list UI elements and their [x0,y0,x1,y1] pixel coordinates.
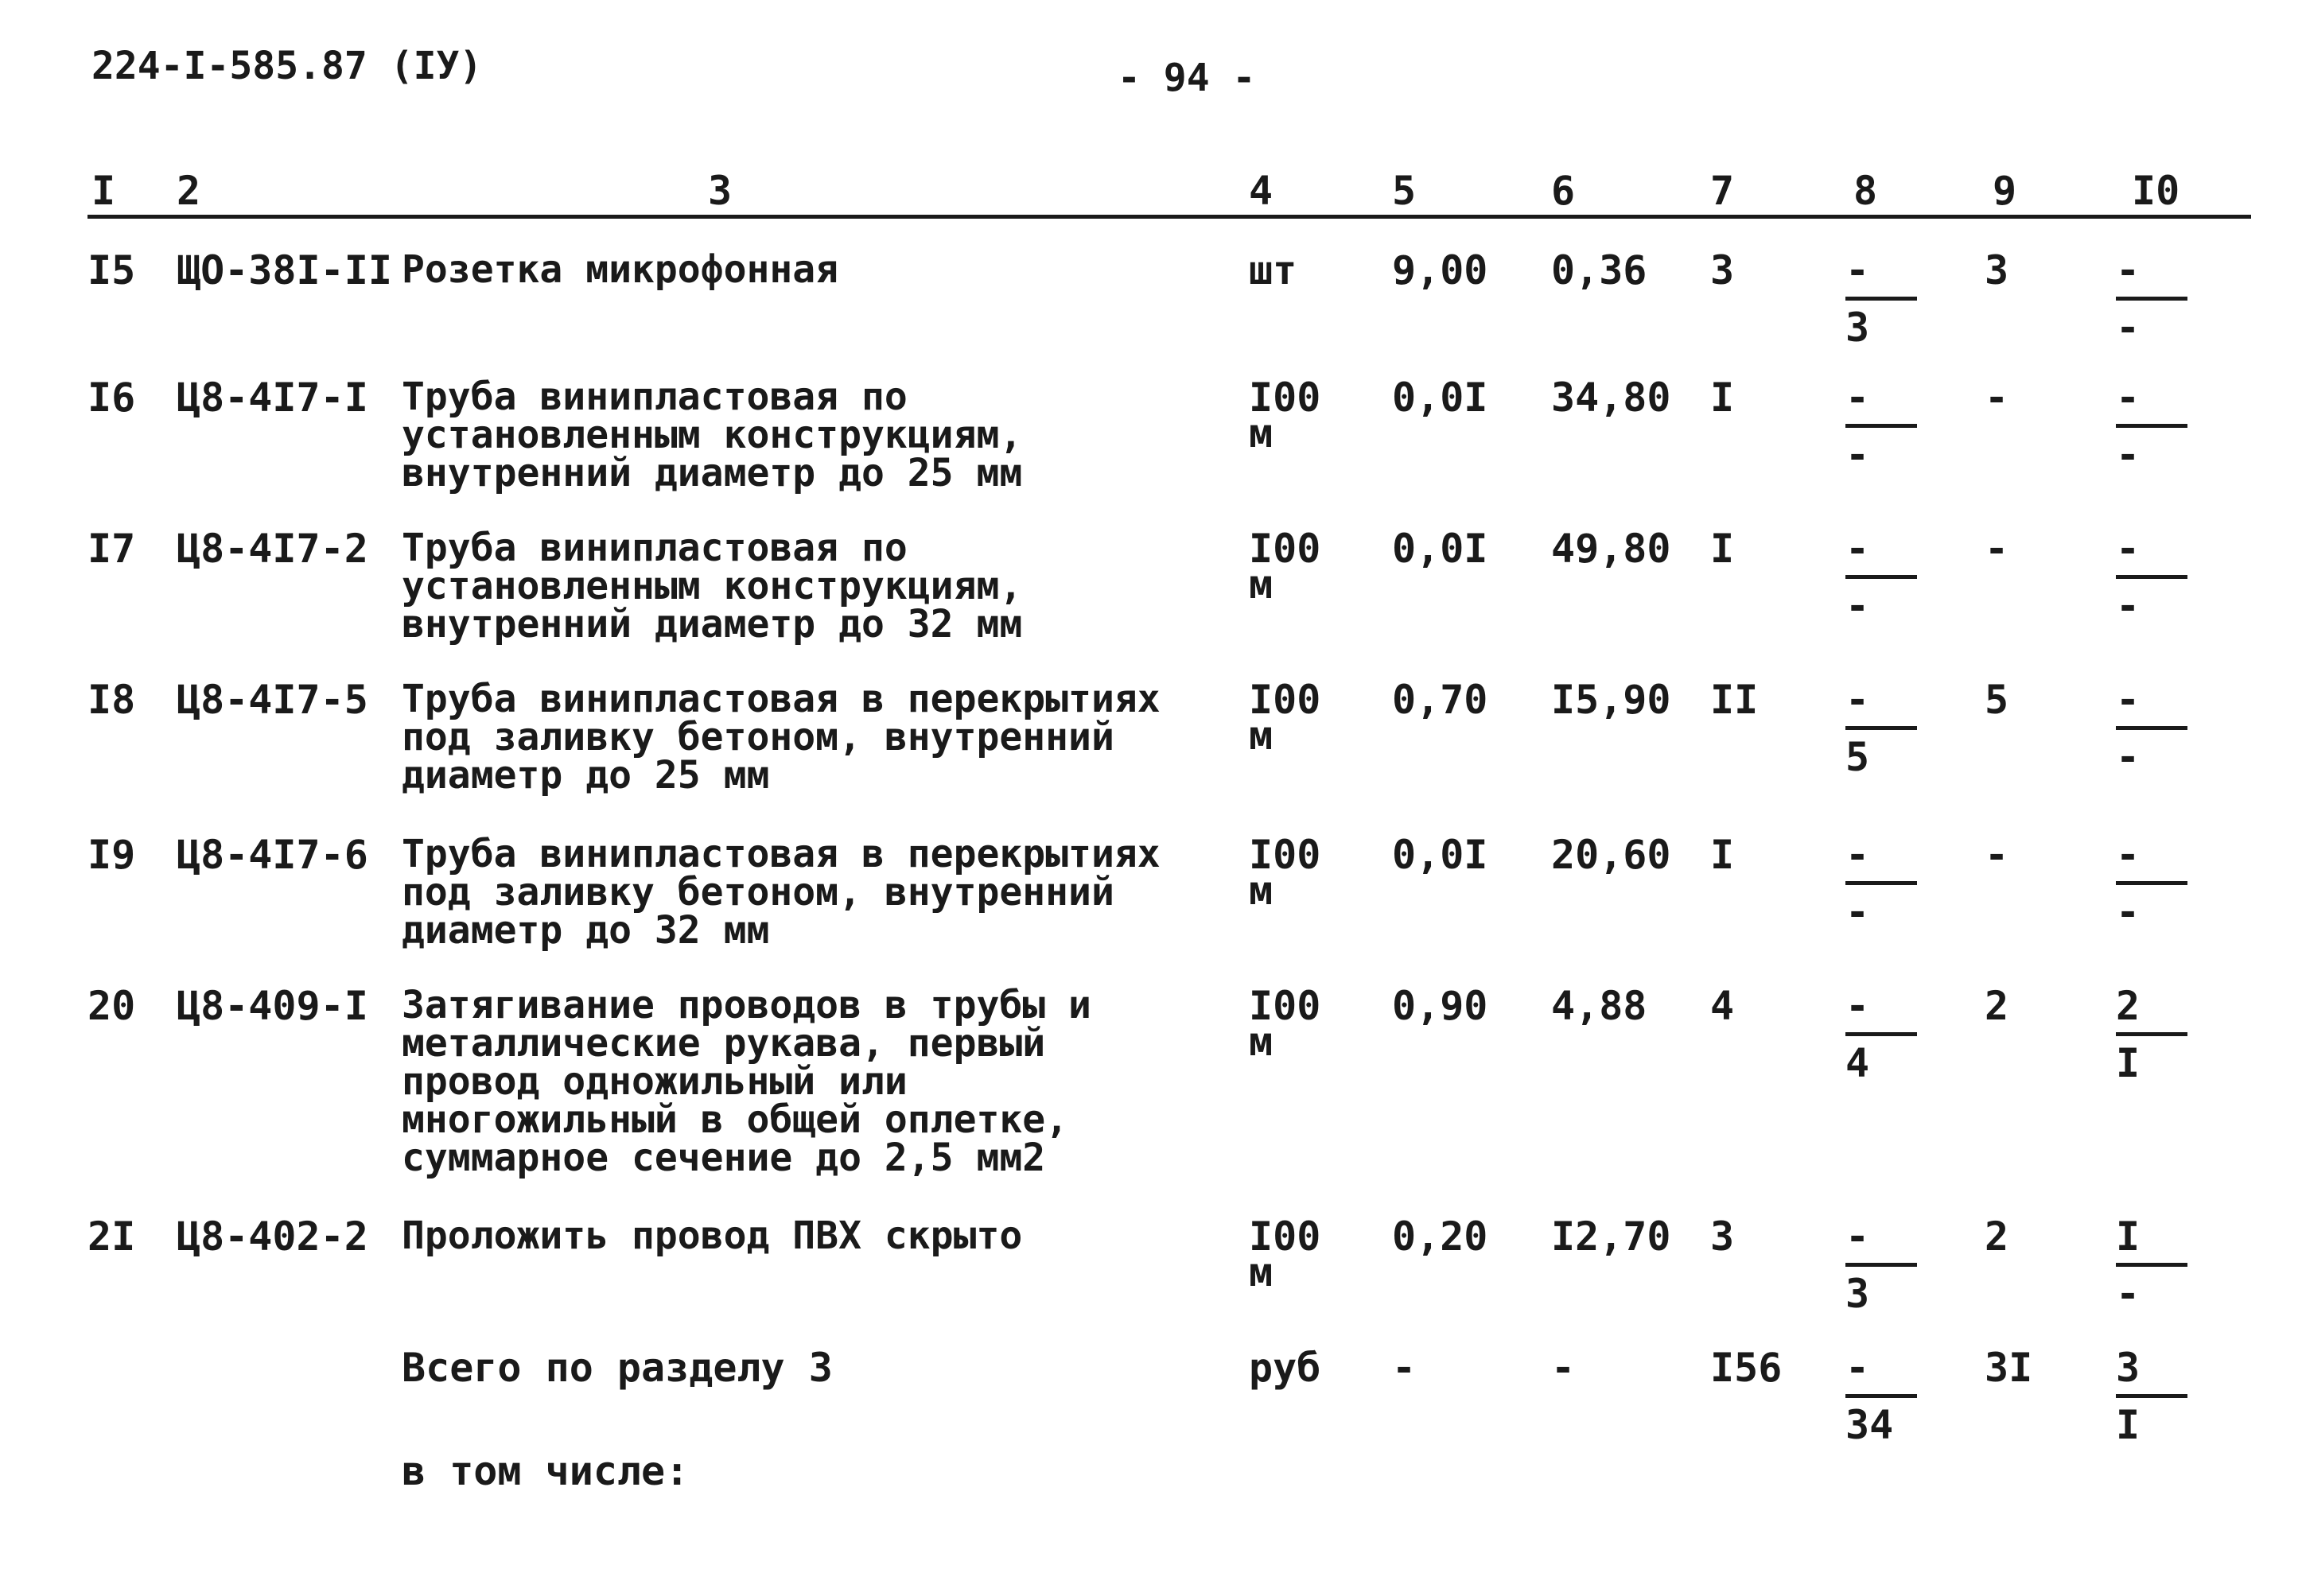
row-col10-fraction-numerator: 2 [2116,983,2141,1029]
row-col10-fraction-denominator: - [2116,305,2141,351]
row-col8-fraction-numerator: - [1845,832,1870,878]
total-col8-fraction-bar [1845,1394,1917,1398]
row-col10-fraction [2116,526,2187,629]
row-col9: - [1985,526,2009,572]
row-col8-fraction-denominator: - [1845,583,1870,629]
row-unit: I00 [1249,832,1321,878]
row-col5: 0,0I [1392,375,1488,421]
row-col8-fraction [1845,247,1917,351]
column-header-3: 3 [708,168,733,214]
row-code: Ц8-4I7-6 [177,832,368,878]
row-col6: 34,80 [1551,375,1671,421]
row-col6: 0,36 [1551,247,1647,293]
row-col7: 4 [1710,983,1735,1029]
row-code: Ц8-4I7-5 [177,677,368,723]
total-col8-fraction-numerator: - [1845,1345,1870,1391]
row-col8-fraction-numerator: - [1845,983,1870,1029]
row-description: Проложить провод ПВХ скрыто [402,1214,1023,1258]
row-col10-fraction [2116,832,2187,935]
row-col7: 3 [1710,1214,1735,1260]
column-header-8: 8 [1853,168,1878,214]
row-col10-fraction-bar [2116,297,2187,301]
row-col8-fraction-numerator: - [1845,247,1870,293]
row-code: Ц8-4I7-2 [177,526,368,572]
row-col6: I2,70 [1551,1214,1671,1260]
row-col5: 9,00 [1392,247,1488,293]
row-col10-fraction [2116,677,2187,780]
row-number: 20 [87,983,136,1029]
row-number: I5 [87,247,136,293]
row-col7: I [1710,375,1735,421]
total-label: Всего по разделу 3 [402,1345,833,1391]
row-col7: I [1710,526,1735,572]
row-description: Розетка микрофонная [402,247,839,292]
total-col9: 3I [1985,1345,2033,1391]
row-col8-fraction-bar [1845,881,1917,885]
row-col8-fraction-denominator: 3 [1845,305,1870,351]
row-unit: м [1249,561,1273,608]
page-number: - 94 - [1118,56,1256,100]
row-col8-fraction-denominator: 4 [1845,1040,1870,1086]
total-col8-fraction [1845,1345,1917,1448]
column-header-2: 2 [177,168,201,214]
row-col5: 0,70 [1392,677,1488,723]
column-header-10: I0 [2132,168,2180,214]
row-col8-fraction-denominator: - [1845,889,1870,935]
row-unit: м [1249,1249,1273,1295]
row-col10-fraction-bar [2116,1263,2187,1267]
row-col8-fraction [1845,526,1917,629]
row-col8-fraction-bar [1845,1032,1917,1036]
row-col9: - [1985,832,2009,878]
row-col6: I5,90 [1551,677,1671,723]
row-code: Ц8-4I7-I [177,375,368,421]
row-col10-fraction-numerator: - [2116,677,2141,723]
row-col5: 0,0I [1392,832,1488,878]
row-number: I9 [87,832,136,878]
column-header-1: I [91,168,116,214]
column-header-7: 7 [1710,168,1735,214]
row-col8-fraction-numerator: - [1845,375,1870,421]
row-number: 2I [87,1214,136,1260]
row-col8-fraction-numerator: - [1845,526,1870,572]
row-col10-fraction-bar [2116,726,2187,730]
row-col10-fraction-numerator: - [2116,526,2141,572]
row-col8-fraction-bar [1845,424,1917,428]
total-col7: I56 [1710,1345,1783,1391]
row-col10-fraction-bar [2116,424,2187,428]
row-code: Ц8-409-I [177,983,368,1029]
row-col10-fraction-numerator: - [2116,247,2141,293]
row-col7: I [1710,832,1735,878]
total-col10-fraction-numerator: 3 [2116,1345,2141,1391]
column-header-5: 5 [1392,168,1417,214]
total-col8-fraction-denominator: 34 [1845,1402,1894,1448]
row-col10-fraction-numerator: I [2116,1214,2141,1260]
total-unit: руб [1249,1345,1321,1391]
row-col10-fraction-bar [2116,881,2187,885]
row-col8-fraction-denominator: 5 [1845,734,1870,780]
row-description: Труба винипластовая в перекрытиях под заливку бетоном, внутренний диаметр до 25 мм [402,677,1161,798]
row-col10-fraction-bar [2116,575,2187,579]
row-unit: м [1249,410,1273,456]
row-col9: 3 [1985,247,2009,293]
row-col10-fraction [2116,375,2187,478]
row-col7: II [1710,677,1759,723]
row-col10-fraction-numerator: - [2116,375,2141,421]
row-col10-fraction-bar [2116,1032,2187,1036]
row-unit: м [1249,713,1273,759]
row-col5: 0,20 [1392,1214,1488,1260]
row-col8-fraction [1845,677,1917,780]
row-col8-fraction-numerator: - [1845,677,1870,723]
row-col8-fraction-bar [1845,1263,1917,1267]
row-col10-fraction [2116,247,2187,351]
row-col10-fraction-denominator: - [2116,432,2141,478]
row-col10-fraction-denominator: - [2116,734,2141,780]
including-label: в том числе: [402,1448,690,1494]
row-unit: шт [1249,247,1297,293]
row-col10-fraction [2116,983,2187,1086]
row-unit: I00 [1249,677,1321,723]
total-col10-fraction-bar [2116,1394,2187,1398]
row-col7: 3 [1710,247,1735,293]
row-col5: 0,90 [1392,983,1488,1029]
row-col9: 5 [1985,677,2009,723]
document-code: 224-I-585.87 (IУ) [91,44,483,88]
row-col8-fraction-bar [1845,297,1917,301]
row-code: Ц8-402-2 [177,1214,368,1260]
column-header-9: 9 [1993,168,2017,214]
row-col8-fraction [1845,983,1917,1086]
row-col6: 49,80 [1551,526,1671,572]
row-unit: I00 [1249,375,1321,421]
row-unit: I00 [1249,983,1321,1029]
row-col8-fraction-denominator: - [1845,432,1870,478]
column-header-4: 4 [1249,168,1273,214]
row-description: Труба винипластовая по установленным конструкциям, внутренний диаметр до 32 мм [402,526,1023,647]
total-col10-fraction [2116,1345,2187,1448]
row-col10-fraction-numerator: - [2116,832,2141,878]
column-header-6: 6 [1551,168,1576,214]
row-number: I7 [87,526,136,572]
row-number: I8 [87,677,136,723]
row-col9: 2 [1985,983,2009,1029]
row-col8-fraction-bar [1845,726,1917,730]
row-col8-fraction-bar [1845,575,1917,579]
row-col10-fraction [2116,1214,2187,1317]
row-col9: 2 [1985,1214,2009,1260]
total-col5: - [1392,1345,1417,1391]
row-col10-fraction-denominator: I [2116,1040,2141,1086]
row-unit: I00 [1249,526,1321,572]
row-unit: м [1249,868,1273,914]
row-col8-fraction-numerator: - [1845,1214,1870,1260]
row-code: ЩО-38I-II [177,247,392,293]
row-col8-fraction [1845,832,1917,935]
row-col6: 20,60 [1551,832,1671,878]
row-col8-fraction [1845,375,1917,478]
row-unit: м [1249,1019,1273,1065]
row-col8-fraction-denominator: 3 [1845,1271,1870,1317]
row-unit: I00 [1249,1214,1321,1260]
header-underline [87,215,2251,219]
total-col10-fraction-denominator: I [2116,1402,2141,1448]
total-col6: - [1551,1345,1576,1391]
row-col6: 4,88 [1551,983,1647,1029]
row-col9: - [1985,375,2009,421]
row-col10-fraction-denominator: - [2116,1271,2141,1317]
row-col10-fraction-denominator: - [2116,583,2141,629]
row-col5: 0,0I [1392,526,1488,572]
row-col8-fraction [1845,1214,1917,1317]
row-number: I6 [87,375,136,421]
row-description: Затягивание проводов в трубы и металлические рукава, первый провод одножильный или многожильный в общей оплетке, суммарное сечение до 2,5 мм2 [402,983,1091,1180]
row-col10-fraction-denominator: - [2116,889,2141,935]
row-description: Труба винипластовая в перекрытиях под заливку бетоном, внутренний диаметр до 32 мм [402,832,1161,953]
row-description: Труба винипластовая по установленным конструкциям, внутренний диаметр до 25 мм [402,375,1023,495]
